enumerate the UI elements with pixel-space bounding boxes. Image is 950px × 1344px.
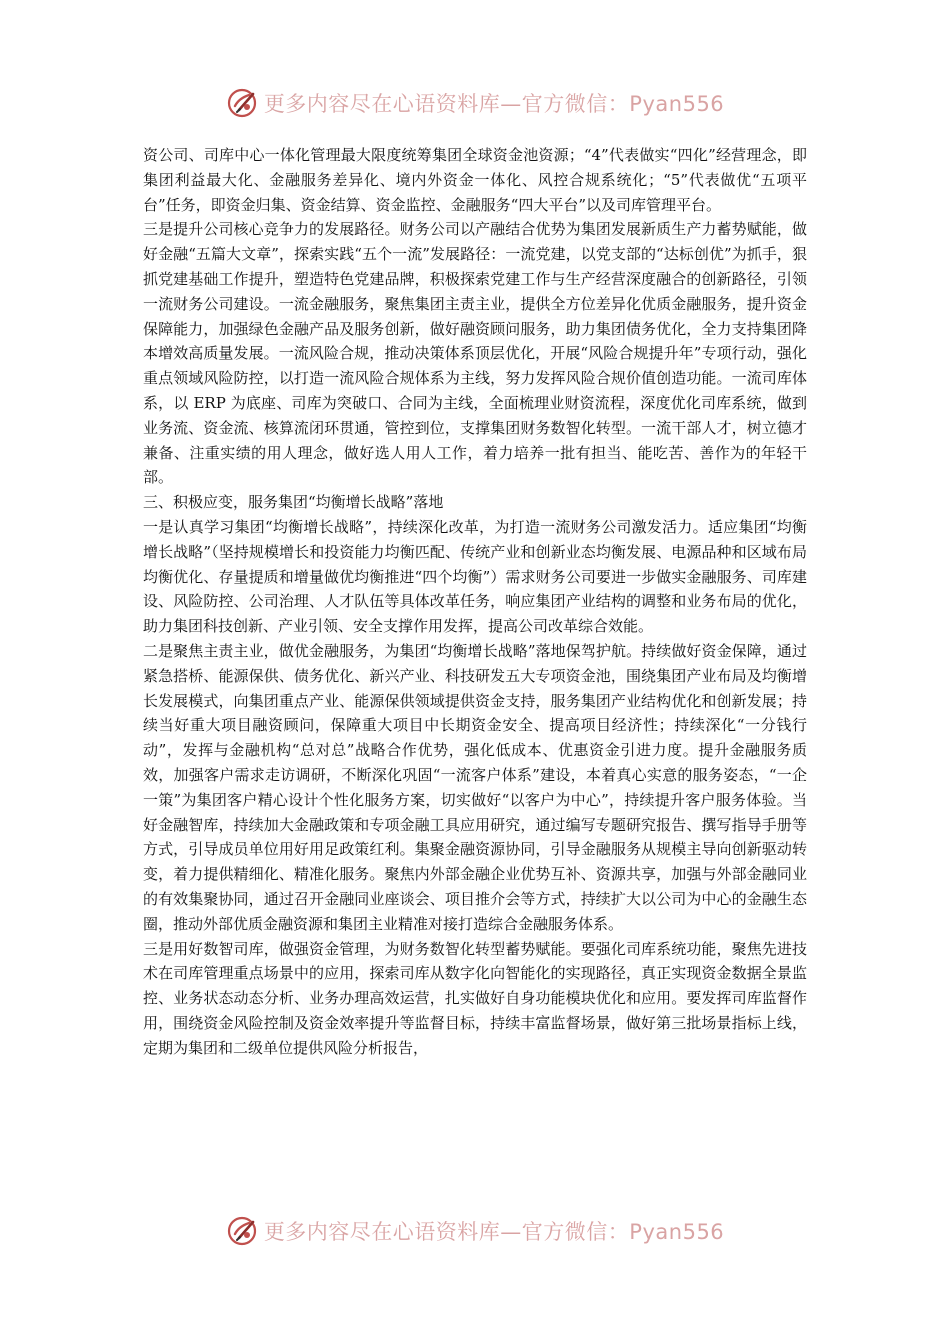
section-heading: 三、积极应变，服务集团“均衡增长战略”落地 [143, 493, 444, 512]
footer-watermark-banner [0, 1211, 950, 1251]
watermark-text: 更多内容尽在心语资料库—官方微信：Pyan556 [263, 92, 725, 116]
document-body [143, 143, 807, 1060]
paragraph-2: 三是提升公司核心竞争力的发展路径。财务公司以产融结合优势为集团发展新质生产力蓄势赋能，做好金融“五篇大文章”，探索实践“五个一流”发展路径：一流党建，以党支部的“达标创优”为抓手，狠抓党建基础工作提升，塑造特色党建品牌，积极探索党建工作与生产经营深度融合的创新路径，引领一流财务公司建设。一流金融服务，聚焦集团主责主业，提供全方位差异化优质金融服务，提升资金保障能力，加强绿色金融产品及服务创新，做好融资顾问服务，助力集团债务优化，全力支持集团降本增效高质量发展。一流风险合规，推动决策体系顶层优化，开展“风险合规提升年”专项行动，强化重点领域风险防控，以打造一流风险合规体系为主线，努力发挥风险合规价值创造功能。一流司库体系，以 ERP 为底座、司库为突破口、合同为主线，全面梳理业财资流程，深度优化司库系统，做到业务流、资金流、核算流闭环贯通，管控到位，支撑集团财务数智化转型。一流干部人才，树立德才兼备、注重实绩的用人理念，做好选人用人工作，着力培养一批有担当、能吃苦、善作为的年轻干部。 [143, 220, 807, 487]
paragraph-4: 二是聚焦主责主业，做优金融服务，为集团“均衡增长战略”落地保驾护航。持续做好资金保障，通过紧急搭桥、能源保供、债务优化、新兴产业、科技研发五大专项资金池，围绕集团产业布局及均衡增长发展模式，向集团重点产业、能源保供领域提供资金支持，服务集团产业结构优化和创新发展；持续当好重大项目融资顾问，保障重大项目中长期资金安全、提高项目经济性；持续深化“一分钱行动”，发挥与金融机构“总对总”战略合作优势，强化低成本、优惠资金引进力度。提升金融服务质效，加强客户需求走访调研，不断深化巩固“一流客户体系”建设，本着真心实意的服务姿态，“一企一策”为集团客户精心设计个性化服务方案，切实做好“以客户为中心”，持续提升客户服务体验。当好金融智库，持续加大金融政策和专项金融工具应用研究，通过编写专题研究报告、撰写指导手册等方式，引导成员单位用好用足政策红利。集聚金融资源协同，引导金融服务从规模主导向创新驱动转变，着力提供精细化、精准化服务。聚焦内外部金融企业优势互补、资源共享，加强与外部金融同业的有效集聚协同，通过召开金融同业座谈会、项目推介会等方式，持续扩大以公司为中心的金融生态圈，推动外部优质金融资源和集团主业精准对接打造综合金融服务体系。 [143, 641, 807, 933]
paragraph-1: 资公司、司库中心一体化管理最大限度统筹集团全球资金池资源；“4”代表做实“四化”经营理念，即集团利益最大化、金融服务差异化、境内外资金一体化、风控合规系统化；“5”代表做优“五项平台”任务，即资金归集、资金结算、资金监控、金融服务“四大平台”以及司库管理平台。 [143, 146, 807, 214]
header-watermark-banner [0, 83, 950, 123]
pen-hand-logo-icon [226, 1214, 260, 1248]
paragraph-3: 一是认真学习集团“均衡增长战略”，持续深化改革，为打造一流财务公司激发活力。适应集团“均衡增长战略”（坚持规模增长和投资能力均衡匹配、传统产业和创新业态均衡发展、电源品种和区域布局均衡优化、存量提质和增量做优均衡推进“四个均衡”）需求财务公司要进一步做实金融服务、司库建设、风险防控、公司治理、人才队伍等具体改革任务，响应集团产业结构的调整和业务布局的优化，助力集团科技创新、产业引领、安全支撑作用发挥，提高公司改革综合效能。 [143, 517, 807, 636]
pen-hand-logo-icon [226, 86, 260, 120]
paragraph-5: 三是用好数智司库，做强资金管理，为财务数智化转型蓄势赋能。要强化司库系统功能，聚焦先进技术在司库管理重点场景中的应用，探索司库从数字化向智能化的实现路径，真正实现资金数据全景监控、业务状态动态分析、业务办理高效运营，扎实做好自身功能模块优化和应用。要发挥司库监督作用，围绕资金风险控制及资金效率提升等监督目标，持续丰富监督场景，做好第三批场景指标上线，定期为集团和二级单位提供风险分析报告， [143, 939, 807, 1057]
watermark-text: 更多内容尽在心语资料库—官方微信：Pyan556 [263, 1220, 725, 1244]
